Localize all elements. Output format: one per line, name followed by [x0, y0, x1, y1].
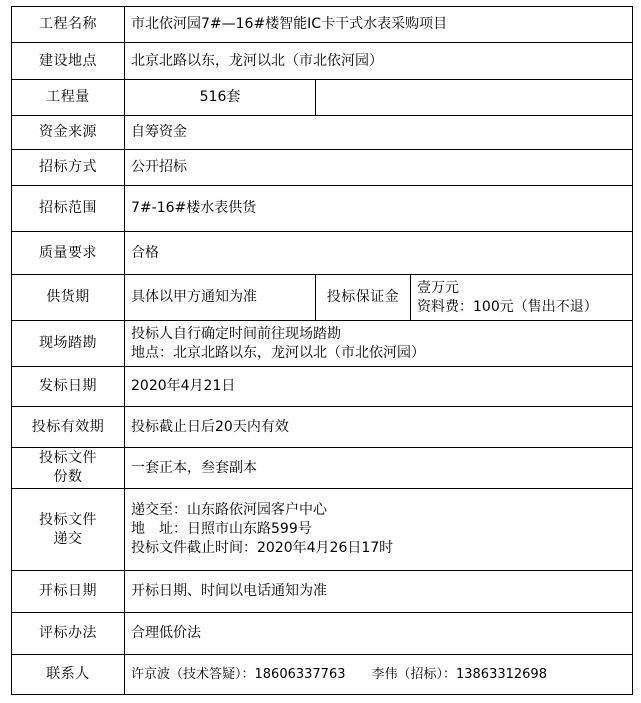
value-contact-tech: 许京波（技术答疑）：18606337763 — [131, 667, 346, 682]
value-validity: 投标截止日后20天内有效 — [125, 407, 633, 448]
row-location — [12, 43, 633, 80]
doc-submit-cell — [125, 489, 633, 571]
label-funding: 资金来源 — [12, 116, 125, 150]
row-quantity — [12, 80, 633, 116]
row-doc-copies — [12, 448, 633, 489]
label-doc-copies-line1: 投标文件 — [39, 450, 97, 466]
value-funding: 自筹资金 — [125, 116, 633, 150]
value-evaluation: 合理低价法 — [125, 613, 633, 655]
bid-info-table — [11, 6, 633, 695]
label-site-visit: 现场踏勘 — [12, 321, 125, 367]
label-quality: 质量要求 — [12, 232, 125, 275]
label-doc-submit-line2: 递交 — [53, 530, 83, 547]
value-doc-fee: 资料费：100元（售出不退） — [417, 298, 598, 315]
row-contact — [12, 655, 633, 695]
value-delivery: 具体以甲方通知为准 — [125, 275, 316, 321]
label-location: 建设地点 — [12, 43, 125, 80]
label-tender-scope: 招标范围 — [12, 186, 125, 232]
row-project-name — [12, 7, 633, 43]
value-quantity: 516套 — [199, 89, 241, 105]
label-tender-method: 招标方式 — [12, 150, 125, 186]
row-tender-scope — [12, 186, 633, 232]
value-doc-copies: 一套正本，叁套副本 — [125, 448, 633, 489]
value-tender-method: 公开招标 — [125, 150, 633, 186]
label-contact: 联系人 — [12, 655, 125, 695]
site-visit-cell — [125, 321, 633, 367]
value-site-visit-line1: 投标人自行确定时间前往现场踏勘 — [131, 325, 341, 342]
deposit-cell — [411, 275, 633, 321]
label-delivery: 供货期 — [12, 275, 125, 321]
value-location: 北京北路以东，龙河以北（市北依河园） — [125, 43, 633, 80]
label-doc-copies-line2: 份数 — [53, 469, 83, 485]
value-project-name: 市北依河园7#—16#楼智能IC卡干式水表采购项目 — [125, 7, 633, 43]
row-evaluation — [12, 613, 633, 655]
label-opening: 开标日期 — [12, 571, 125, 613]
label-validity: 投标有效期 — [12, 407, 125, 448]
row-opening — [12, 571, 633, 613]
value-quantity-cell — [125, 80, 316, 116]
value-submit-deadline: 投标文件截止时间：2020年4月26日17时 — [131, 540, 394, 556]
label-issue-date: 发标日期 — [12, 367, 125, 407]
value-contact-tender: 李伟（招标）：13863312698 — [371, 667, 547, 682]
value-deposit: 壹万元 — [417, 279, 459, 296]
label-deposit: 投标保证金 — [316, 275, 411, 321]
row-delivery — [12, 275, 633, 321]
label-doc-copies-cell — [12, 448, 125, 489]
value-quality: 合格 — [125, 232, 633, 275]
row-funding — [12, 116, 633, 150]
value-opening: 开标日期、时间以电话通知为准 — [125, 571, 633, 613]
value-submit-address: 地 址：日照市山东路599号 — [131, 521, 312, 537]
value-submit-to: 递交至：山东路依河园客户中心 — [131, 502, 327, 518]
contact-cell — [125, 655, 633, 695]
row-tender-method — [12, 150, 633, 186]
row-site-visit — [12, 321, 633, 367]
label-doc-submit-cell — [12, 489, 125, 571]
row-quality — [12, 232, 633, 275]
label-doc-submit-line1: 投标文件 — [39, 511, 97, 528]
value-tender-scope: 7#-16#楼水表供货 — [125, 186, 633, 232]
row-validity — [12, 407, 633, 448]
value-issue-date: 2020年4月21日 — [125, 367, 633, 407]
empty-quantity-cell — [316, 80, 633, 116]
label-project-name: 工程名称 — [12, 7, 125, 43]
row-doc-submit — [12, 489, 633, 571]
label-evaluation: 评标办法 — [12, 613, 125, 655]
row-issue-date — [12, 367, 633, 407]
value-site-visit-line2: 地点：北京北路以东，龙河以北（市北依河园） — [131, 344, 425, 361]
label-quantity: 工程量 — [12, 80, 125, 116]
